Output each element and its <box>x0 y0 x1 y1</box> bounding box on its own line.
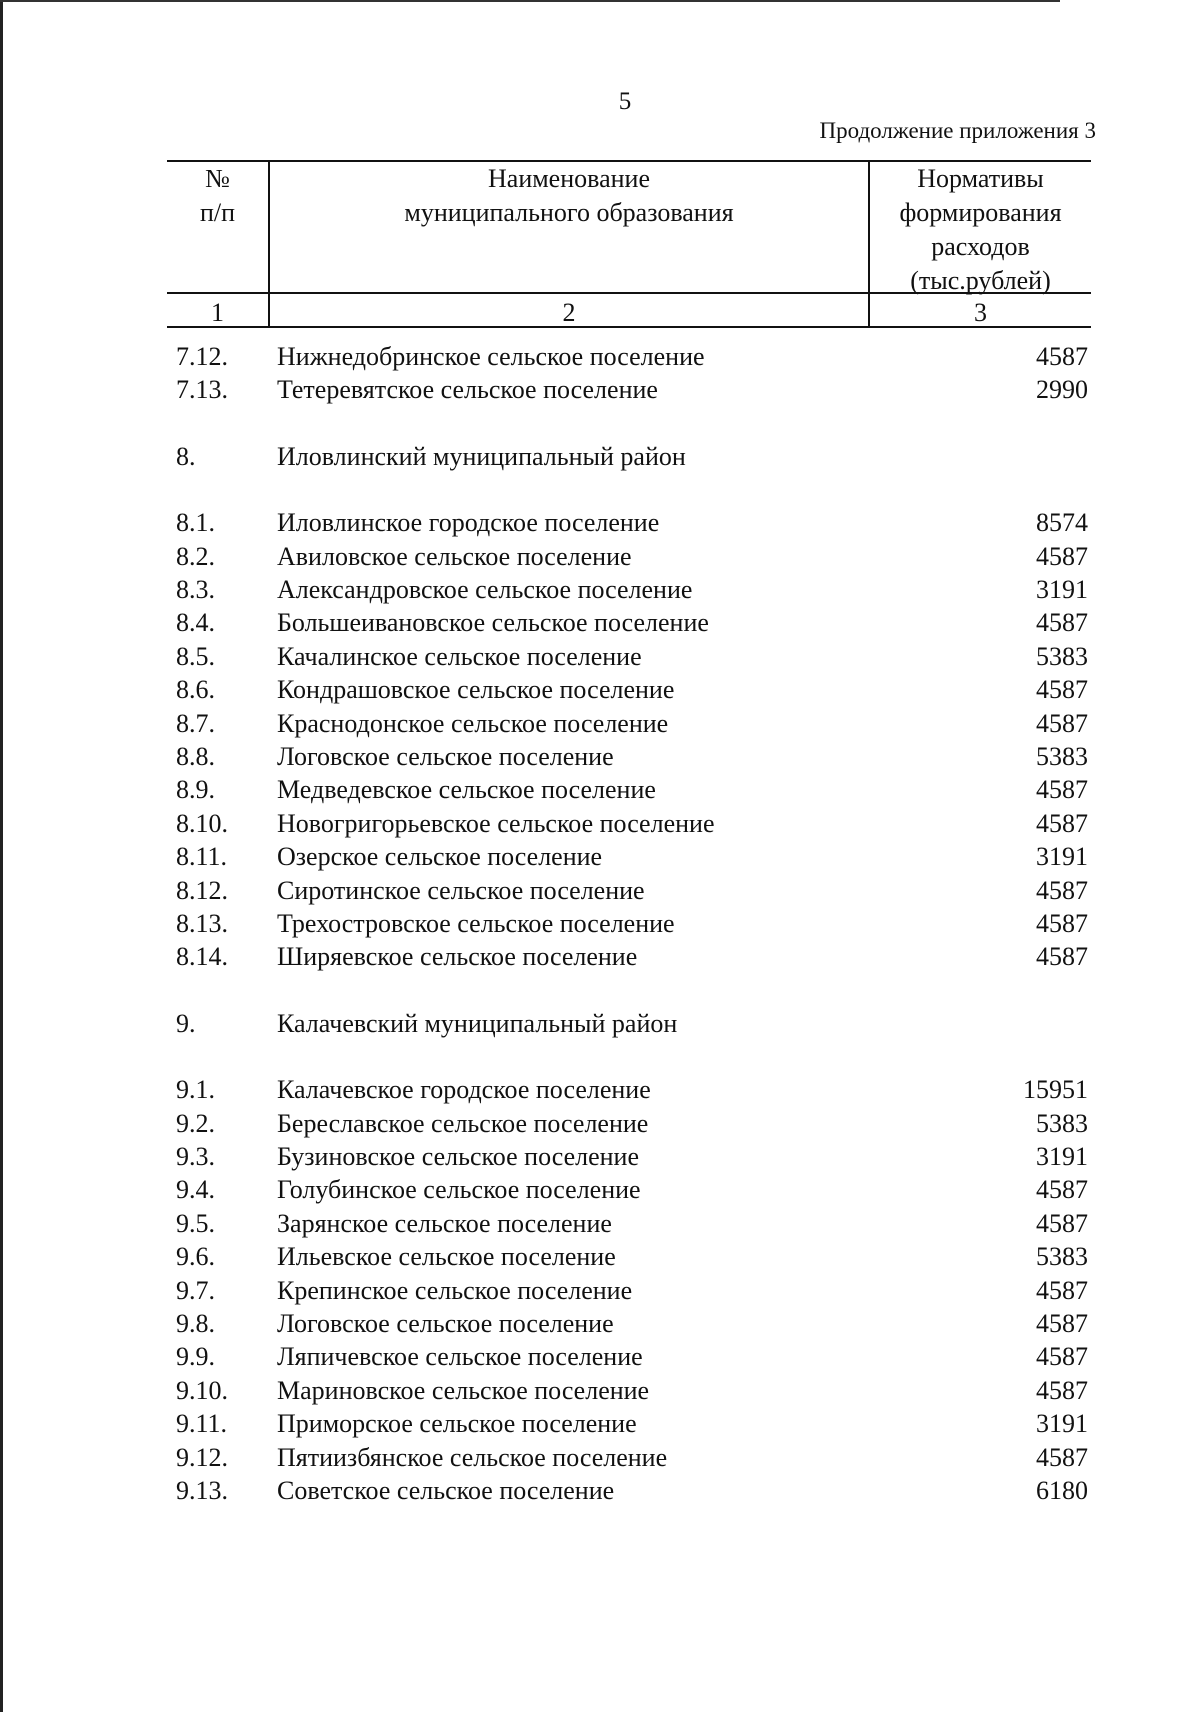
row-number: 9.6. <box>176 1242 215 1271</box>
settlement-name: Ширяевское сельское поселение <box>277 942 638 971</box>
settlement-name: Качалинское сельское поселение <box>277 642 642 671</box>
row-number: 9.7. <box>176 1276 215 1305</box>
settlement-name: Пятиизбянское сельское поселение <box>277 1443 668 1472</box>
settlement-name: Нижнедобринское сельское поселение <box>277 342 705 371</box>
table-row <box>0 1173 1200 1207</box>
settlement-name: Иловлинское городское поселение <box>277 508 660 537</box>
table-row <box>0 606 1200 640</box>
row-number: 9.2. <box>176 1109 215 1138</box>
settlement-name: Советское сельское поселение <box>277 1476 615 1505</box>
norm-value: 4587 <box>1036 542 1088 571</box>
norm-value: 4587 <box>1036 1276 1088 1305</box>
row-number: 8.14. <box>176 942 228 971</box>
section-row <box>0 1007 1200 1041</box>
settlement-name: Александровское сельское поселение <box>277 575 693 604</box>
column-number-1: 1 <box>211 298 224 327</box>
settlement-name: Бузиновское сельское поселение <box>277 1142 639 1171</box>
settlement-name: Крепинское сельское поселение <box>277 1276 633 1305</box>
settlement-name: Тетеревятское сельское поселение <box>277 375 658 404</box>
row-number: 8.10. <box>176 809 228 838</box>
table-row <box>0 1340 1200 1374</box>
settlement-name: Мариновское сельское поселение <box>277 1376 650 1405</box>
norm-value: 4587 <box>1036 942 1088 971</box>
table-row <box>0 573 1200 607</box>
row-number: 9.3. <box>176 1142 215 1171</box>
norm-value: 4587 <box>1036 876 1088 905</box>
norm-value: 4587 <box>1036 608 1088 637</box>
table-row <box>0 1374 1200 1408</box>
row-number: 9.11. <box>176 1409 228 1438</box>
table-row <box>0 540 1200 574</box>
row-number: 9.5. <box>176 1209 215 1238</box>
row-number: 8.11. <box>176 842 228 871</box>
row-number: 9.8. <box>176 1309 215 1338</box>
district-name: Калачевский муниципальный район <box>277 1009 678 1038</box>
norm-value: 15951 <box>1023 1075 1088 1104</box>
table-row <box>0 773 1200 807</box>
column-number-3: 3 <box>974 298 987 327</box>
norm-value: 4587 <box>1036 809 1088 838</box>
table-row <box>0 1207 1200 1241</box>
page-number: 5 <box>618 88 632 115</box>
row-number: 7.13. <box>176 375 228 404</box>
header-norm-line-3: расходов <box>931 232 1030 261</box>
norm-value: 3191 <box>1036 1409 1088 1438</box>
row-number: 9.13. <box>176 1476 228 1505</box>
row-number: 7.12. <box>176 342 228 371</box>
settlement-name: Большеивановское сельское поселение <box>277 608 709 637</box>
norm-value: 4587 <box>1036 775 1088 804</box>
settlement-name: Озерское сельское поселение <box>277 842 603 871</box>
table-row <box>0 907 1200 941</box>
settlement-name: Трехостровское сельское поселение <box>277 909 675 938</box>
settlement-name: Кондрашовское сельское поселение <box>277 675 675 704</box>
row-number: 8.7. <box>176 709 215 738</box>
table-row <box>0 1474 1200 1508</box>
norm-value: 5383 <box>1036 642 1088 671</box>
row-number: 9. <box>176 1009 196 1038</box>
settlement-name: Сиротинское сельское поселение <box>277 876 645 905</box>
settlement-name: Зарянское сельское поселение <box>277 1209 612 1238</box>
table-row <box>0 1107 1200 1141</box>
settlement-name: Голубинское сельское поселение <box>277 1175 641 1204</box>
norm-value: 6180 <box>1036 1476 1088 1505</box>
row-number: 8.2. <box>176 542 215 571</box>
settlement-name: Ильевское сельское поселение <box>277 1242 616 1271</box>
table-row <box>0 1140 1200 1174</box>
table-row <box>0 1407 1200 1441</box>
norm-value: 4587 <box>1036 1342 1088 1371</box>
norm-value: 4587 <box>1036 675 1088 704</box>
header-norm-line-4: (тыс.рублей) <box>910 266 1051 295</box>
row-number: 9.10. <box>176 1376 228 1405</box>
row-number: 8.13. <box>176 909 228 938</box>
norm-value: 3191 <box>1036 1142 1088 1171</box>
row-number: 9.1. <box>176 1075 215 1104</box>
norm-value: 5383 <box>1036 742 1088 771</box>
row-number: 8.8. <box>176 742 215 771</box>
norm-value: 4587 <box>1036 1175 1088 1204</box>
norm-value: 4587 <box>1036 1309 1088 1338</box>
row-number: 9.9. <box>176 1342 215 1371</box>
row-number: 8.9. <box>176 775 215 804</box>
row-number: 9.12. <box>176 1443 228 1472</box>
row-number: 8.5. <box>176 642 215 671</box>
continuation-label: Продолжение приложения 3 <box>819 118 1096 143</box>
row-number: 8.3. <box>176 575 215 604</box>
settlement-name: Приморское сельское поселение <box>277 1409 637 1438</box>
norm-value: 4587 <box>1036 1443 1088 1472</box>
table-row <box>0 840 1200 874</box>
settlement-name: Медведевское сельское поселение <box>277 775 656 804</box>
table-row <box>0 807 1200 841</box>
settlement-name: Краснодонское сельское поселение <box>277 709 669 738</box>
norm-value: 3191 <box>1036 842 1088 871</box>
table-row <box>0 340 1200 374</box>
header-num-line-1: № <box>205 164 230 193</box>
settlement-name: Калачевское городское поселение <box>277 1075 651 1104</box>
table-row <box>0 740 1200 774</box>
header-num-line-2: п/п <box>199 198 236 227</box>
settlement-name: Береславское сельское поселение <box>277 1109 649 1138</box>
norm-value: 3191 <box>1036 575 1088 604</box>
table-row <box>0 874 1200 908</box>
row-number: 9.4. <box>176 1175 215 1204</box>
table-row <box>0 673 1200 707</box>
norm-value: 5383 <box>1036 1109 1088 1138</box>
row-number: 8.6. <box>176 675 215 704</box>
table-row <box>0 940 1200 974</box>
table-row <box>0 1441 1200 1475</box>
table-row <box>0 1274 1200 1308</box>
column-number-2: 2 <box>562 298 576 327</box>
settlement-name: Новогригорьевское сельское поселение <box>277 809 715 838</box>
header-name-line-2: муниципального образования <box>404 198 734 227</box>
row-number: 8.1. <box>176 508 215 537</box>
norm-value: 2990 <box>1036 375 1088 404</box>
row-number: 8.4. <box>176 608 215 637</box>
norm-value: 4587 <box>1036 709 1088 738</box>
header-name-line-1: Наименование <box>488 164 650 193</box>
table-row <box>0 1073 1200 1107</box>
norm-value: 5383 <box>1036 1242 1088 1271</box>
norm-value: 4587 <box>1036 1209 1088 1238</box>
district-name: Иловлинский муниципальный район <box>277 442 686 471</box>
table-row <box>0 640 1200 674</box>
header-norm-line-1: Нормативы <box>917 164 1044 193</box>
norm-value: 4587 <box>1036 1376 1088 1405</box>
row-number: 8.12. <box>176 876 228 905</box>
table-row <box>0 373 1200 407</box>
section-row <box>0 440 1200 474</box>
settlement-name: Авиловское сельское поселение <box>277 542 632 571</box>
table-row <box>0 506 1200 540</box>
settlement-name: Логовское сельское поселение <box>277 742 614 771</box>
norm-value: 4587 <box>1036 342 1088 371</box>
table-row <box>0 1240 1200 1274</box>
table-row <box>0 1307 1200 1341</box>
row-number: 8. <box>176 442 196 471</box>
header-norm-line-2: формирования <box>899 198 1062 227</box>
norm-value: 4587 <box>1036 909 1088 938</box>
settlement-name: Логовское сельское поселение <box>277 1309 614 1338</box>
norm-value: 8574 <box>1036 508 1088 537</box>
settlement-name: Ляпичевское сельское поселение <box>277 1342 643 1371</box>
table-row <box>0 707 1200 741</box>
